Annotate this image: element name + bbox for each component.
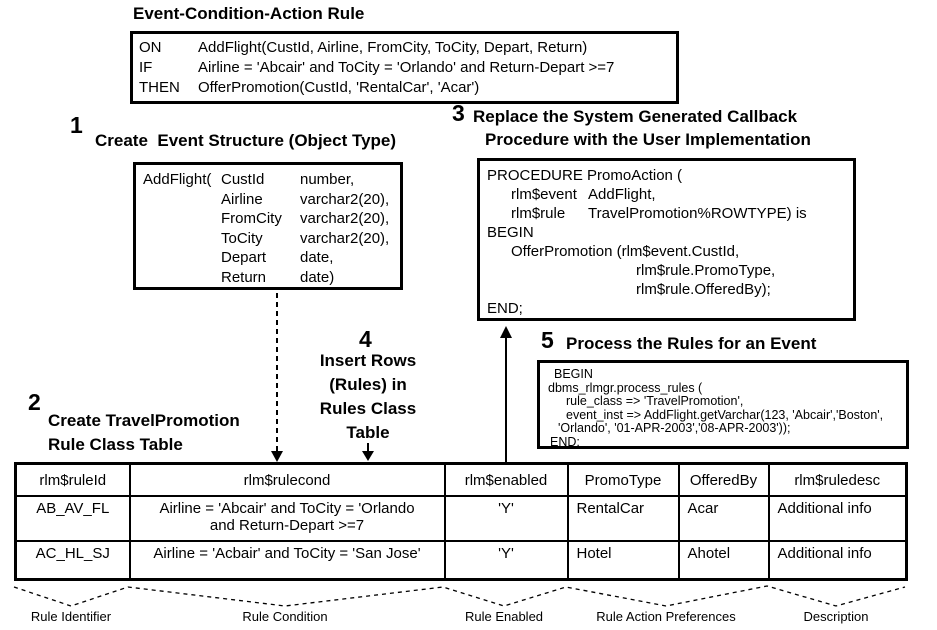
arrow-insert-rows-to-table (362, 443, 374, 461)
proc-line: BEGIN (487, 224, 534, 241)
col-header-ruledesc: rlm$ruledesc (769, 464, 907, 497)
cell-ruleid: AB_AV_FL (16, 496, 130, 541)
eca-on-text: AddFlight(CustId, Airline, FromCity, ToCity, Depart, Return) (198, 39, 588, 56)
process-line: BEGIN (554, 367, 593, 381)
proc-line: rlm$event AddFlight, (511, 186, 656, 203)
col-header-rulecond: rlm$rulecond (130, 464, 445, 497)
cell-ruledesc: Additional info (769, 541, 907, 580)
dashed-arrow-event-structure-to-table (271, 293, 283, 462)
cell-ruleid: AC_HL_SJ (16, 541, 130, 580)
struct-prefix: AddFlight( (143, 171, 212, 188)
step-2-heading-line2: Rule Class Table (48, 435, 183, 454)
process-line: dbms_rlmgr.process_rules ( (548, 380, 703, 395)
label-rule-action-preferences: Rule Action Preferences (596, 609, 736, 624)
proc-line: END; (487, 300, 523, 317)
step-2-heading-line1: Create TravelPromotion (48, 411, 240, 430)
step-3-heading-line1: Replace the System Generated Callback (473, 107, 798, 126)
cell-enabled: 'Y' (445, 496, 568, 541)
eca-if-keyword: IF (139, 59, 153, 76)
eca-if-line (139, 58, 676, 78)
step-3-heading-line2: Procedure with the User Implementation (485, 130, 811, 149)
proc-line: rlm$rule TravelPromotion%ROWTYPE) is (511, 205, 807, 222)
eca-then-keyword: THEN (139, 79, 180, 96)
rule-class-table (14, 462, 908, 581)
cell-offeredby: Acar (679, 496, 769, 541)
eca-then-text: OfferPromotion(CustId, 'RentalCar', 'Acar') (198, 79, 480, 96)
label-rule-condition: Rule Condition (242, 609, 328, 624)
struct-line: ToCity varchar2(20), (221, 229, 390, 247)
proc-line: OfferPromotion (rlm$event.CustId, (511, 243, 740, 260)
struct-line: Depart date, (221, 249, 334, 266)
struct-line: AddFlight( CustId number, (143, 171, 355, 188)
eca-on-keyword: ON (139, 39, 162, 56)
table-row (16, 496, 907, 541)
cell-promotype: RentalCar (568, 496, 679, 541)
table-header-row (16, 464, 907, 497)
label-rule-enabled: Rule Enabled (464, 609, 544, 624)
step-1-heading: Create Event Structure (Object Type) (95, 131, 397, 150)
eca-on-line (139, 38, 676, 58)
col-header-promotype: PromoType (568, 464, 679, 497)
step-4-number: 4 (359, 326, 372, 352)
proc-line: rlm$rule.OfferedBy); (636, 281, 771, 298)
step-2-number: 2 (28, 389, 41, 415)
step-1-number: 1 (70, 112, 83, 138)
col-header-ruleid: rlm$ruleId (16, 464, 130, 497)
cell-offeredby: Ahotel (679, 541, 769, 580)
cell-enabled: 'Y' (445, 541, 568, 580)
process-line: event_inst => AddFlight.getVarchar(123, 'Abcair','Boston', (566, 407, 884, 422)
step-4-heading: Insert Rows (Rules) in Rules Class Table (319, 351, 417, 442)
diagram-title: Event-Condition-Action Rule (133, 4, 365, 23)
eca-then-line (139, 78, 676, 98)
event-structure-box (133, 162, 403, 290)
struct-line: Airline varchar2(20), (221, 190, 390, 208)
arrow-table-to-callback-procedure (500, 326, 512, 462)
col-header-offeredby: OfferedBy (679, 464, 769, 497)
process-line: 'Orlando', '01-APR-2003','08-APR-2003')); (558, 421, 791, 435)
table-row (16, 541, 907, 580)
cell-ruledesc: Additional info (769, 496, 907, 541)
step-3-number: 3 (452, 100, 465, 126)
step-5-number: 5 (541, 327, 554, 353)
process-line: rule_class => 'TravelPromotion', (566, 394, 744, 408)
step-5-heading: Process the Rules for an Event (566, 334, 817, 353)
proc-line: rlm$rule.PromoType, (636, 262, 776, 279)
eca-rule-box (130, 31, 679, 104)
cell-promotype: Hotel (568, 541, 679, 580)
label-description: Description (803, 609, 869, 624)
cell-rulecond: Airline = 'Abcair' and ToCity = 'Orlando and Return-Depart >=7 (130, 496, 445, 541)
callback-procedure-box (477, 158, 856, 321)
struct-line: FromCity varchar2(20), (221, 210, 390, 227)
eca-if-text: Airline = 'Abcair' and ToCity = 'Orlando' and Return-Depart >=7 (198, 59, 615, 76)
col-header-enabled: rlm$enabled (445, 464, 568, 497)
proc-line: PROCEDURE PromoAction ( (487, 167, 683, 184)
zigzag-connector-column-labels (14, 586, 905, 606)
label-rule-identifier: Rule Identifier (30, 609, 112, 624)
process-rules-box (537, 360, 909, 449)
cell-rulecond: Airline = 'Acbair' and ToCity = 'San Jose' (130, 541, 445, 580)
process-line: END; (550, 434, 580, 449)
struct-line: Return date) (221, 268, 335, 286)
